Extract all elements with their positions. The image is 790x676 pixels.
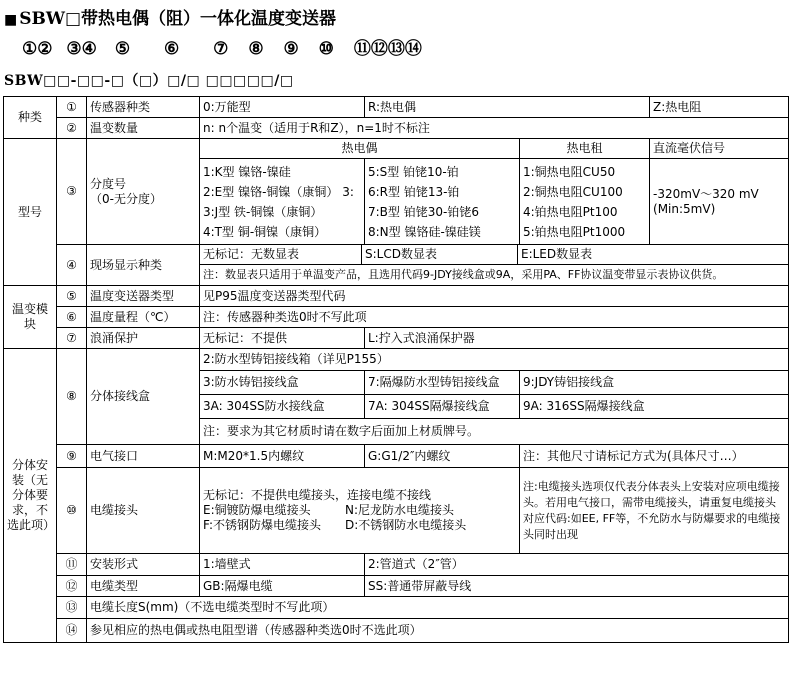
rtd-cu100: 2:铜热电阻CU100 [523, 184, 623, 199]
pos-num: ⑦ [213, 39, 229, 59]
mv-range [650, 159, 789, 245]
transmitter-type-text: 见P95温度变送器类型代码 [200, 286, 789, 307]
junction-7: 7:隔爆防水型铸铝接线盒 [365, 371, 520, 395]
pos-num: ③④ [66, 39, 97, 59]
junction-waterproof-box: 2:防水型铸铝接线箱（详见P155） [200, 349, 789, 371]
cable-shielded: SS:普通带屏蔽导线 [365, 576, 789, 597]
tc-n: 8:N型 镍铬硅-镍硅镁 [368, 224, 481, 239]
pos-num: ⑨ [283, 39, 299, 59]
display-lcd: S:LCD数显表 [362, 245, 518, 264]
item-display: 现场显示种类 [87, 245, 200, 286]
row-number: ⑫ [57, 576, 87, 597]
junction-7a: 7A: 304SS隔爆接线盒 [365, 395, 520, 419]
pos-num: ⑩ [318, 39, 334, 59]
graduation-label: 分度号 [90, 176, 127, 191]
junction-9a: 9A: 316SS隔爆接线盒 [520, 395, 789, 419]
temp-range-text: 注：传感器种类选0时不写此项 [200, 307, 789, 328]
mount-pipe: 2:管道式（2″管） [365, 554, 789, 576]
item-reference: 参见相应的热电偶或热电阻型谱（传感器种类选0时不选此项） [87, 619, 789, 643]
header-thermocouple: 热电偶 [200, 139, 520, 159]
cable-explosion-proof: GB:隔爆电缆 [200, 576, 365, 597]
item-electrical: 电气接口 [87, 445, 200, 468]
tc-k: 1:K型 镍铬-镍硅 [203, 164, 291, 179]
item-cable-gland: 电缆接头 [87, 468, 200, 554]
rtd-cu50: 1:铜热电阻CU50 [523, 164, 616, 179]
display-led: E:LED数显表 [521, 247, 593, 261]
electrical-note: 注：其他尺寸请标记方式为(具体尺寸…） [520, 445, 789, 468]
gland-note: 注:电缆接头选项仅代表分体表头上安装对应项电缆接头。若用电气接口，需带电缆接头，请重复电缆接头对应代码:如EE, FF等，不允防水与防爆要求的电缆接头同时出现 [520, 468, 789, 554]
tc-b: 7:B型 铂铑30-铂铑6 [368, 204, 479, 219]
title-bullet: ■ [4, 12, 18, 28]
item-cable-type: 电缆类型 [87, 576, 200, 597]
category-type: 种类 [4, 97, 57, 139]
row-number: ④ [57, 245, 87, 286]
gland-e: E:铜镀防爆电缆接头 [203, 503, 311, 517]
pos-num: ①② [22, 39, 53, 59]
graduation-sub: （0-无分度） [90, 191, 162, 206]
row-number: ⑩ [57, 468, 87, 554]
tc-t: 4:T型 铜-铜镍（康铜） [203, 224, 327, 239]
row-number: ② [57, 118, 87, 139]
item-mounting: 安装形式 [87, 554, 200, 576]
rtd-pt1000: 5:铂热电阻Pt1000 [523, 224, 626, 239]
item-cable-length: 电缆长度S(mm)（不选电缆类型时不写此项） [87, 597, 789, 619]
thermocouple-list-2 [365, 159, 520, 245]
surge-protector: L:拧入式浪涌保护器 [365, 328, 789, 349]
pos-num: ⑥ [163, 39, 180, 59]
sensor-thermocouple: R:热电偶 [365, 97, 650, 118]
item-transmitter-count: 温变数量 [87, 118, 200, 139]
item-junction-box: 分体接线盒 [87, 349, 200, 445]
gland-f: F:不锈钢防爆电缆接头 [203, 518, 322, 532]
row-number: ⑧ [57, 349, 87, 445]
electrical-m20: M:M20*1.5内螺纹 [200, 445, 365, 468]
tc-e: 2:E型 镍铬-铜镍（康铜） 3: [203, 184, 354, 199]
spec-table [3, 96, 789, 643]
display-options [200, 245, 789, 286]
row-number: ⑥ [57, 307, 87, 328]
row-number: ⑪ [57, 554, 87, 576]
sensor-rtd: Z:热电阻 [650, 97, 789, 118]
item-temp-range: 温度量程（℃） [87, 307, 200, 328]
mv-min: (Min:5mV) [653, 201, 716, 216]
item-surge: 浪涌保护 [87, 328, 200, 349]
position-numbers [22, 34, 422, 59]
display-note: 注：数显表只适用于单温变产品，且选用代码9-JDY接线盒或9A，采用PA、FF协议温变带显示表协议供货。 [203, 268, 724, 281]
category-model: 型号 [4, 139, 57, 286]
item-sensor-type: 传感器种类 [87, 97, 200, 118]
model-code: SBW□□-□□-□（□）□/□ □□□□□/□ [4, 73, 294, 89]
row-number: ⑬ [57, 597, 87, 619]
rtd-list [520, 159, 650, 245]
category-split: 分体安装（无分体要求，不选此项） [4, 349, 57, 643]
pos-num: ⑧ [248, 39, 264, 59]
rtd-pt100: 4:铂热电阻Pt100 [523, 204, 618, 219]
row-number: ⑤ [57, 286, 87, 307]
surge-none: 无标记：不提供 [200, 328, 365, 349]
gland-d: D:不锈钢防水电缆接头 [345, 518, 467, 532]
document-title [4, 4, 336, 29]
sensor-universal: 0:万能型 [200, 97, 365, 118]
junction-note: 注：要求为其它材质时请在数字后面加上材质牌号。 [200, 419, 789, 445]
row-number: ⑭ [57, 619, 87, 643]
gland-none: 无标记：不提供电缆接头，连接电缆不接线 [203, 488, 432, 502]
display-none: 无标记：无数显表 [200, 245, 362, 264]
junction-9: 9:JDY铸铝接线盒 [520, 371, 789, 395]
title-text: SBW□带热电偶（阻）一体化温度变送器 [19, 9, 337, 29]
row-number: ① [57, 97, 87, 118]
row-number: ⑦ [57, 328, 87, 349]
header-rtd: 热电租 [520, 139, 650, 159]
mount-wall: 1:墙壁式 [200, 554, 365, 576]
mv-range-value: -320mV～320 mV [653, 186, 759, 201]
transmitter-count-text: n: n个温变（适用于R和Z），n=1时不标注 [200, 118, 789, 139]
cable-gland-options [200, 468, 520, 554]
junction-3: 3:防水铸铝接线盒 [200, 371, 365, 395]
pos-num: ⑪⑫⑬⑭ [353, 39, 422, 59]
thermocouple-list-1 [200, 159, 365, 245]
category-module: 温变模块 [4, 286, 57, 349]
tc-r: 6:R型 铂铑13-铂 [368, 184, 460, 199]
gland-n: N:尼龙防水电缆接头 [345, 503, 455, 517]
item-transmitter-type: 温度变送器类型 [87, 286, 200, 307]
row-number: ⑨ [57, 445, 87, 468]
header-mv: 直流毫伏信号 [650, 139, 789, 159]
tc-s: 5:S型 铂铑10-铂 [368, 164, 459, 179]
electrical-g12: G:G1/2″内螺纹 [365, 445, 520, 468]
tc-j: 3:J型 铁-铜镍（康铜） [203, 204, 323, 219]
item-graduation [87, 139, 200, 245]
pos-num: ⑤ [114, 39, 131, 59]
junction-3a: 3A: 304SS防水接线盒 [200, 395, 365, 419]
row-number: ③ [57, 139, 87, 245]
